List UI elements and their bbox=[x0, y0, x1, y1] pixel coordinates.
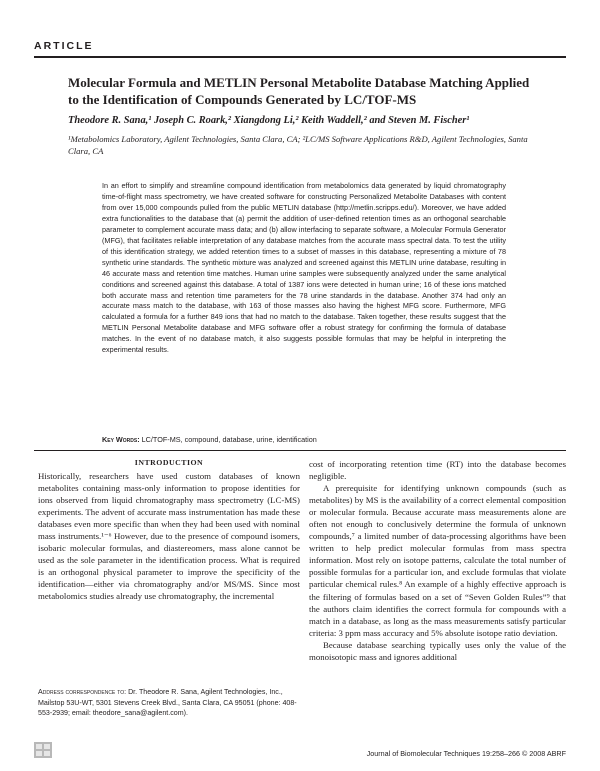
abstract-divider bbox=[34, 450, 566, 451]
affiliations: ¹Metabolomics Laboratory, Agilent Technologies, Santa Clara, CA; ²LC/MS Software Applications R&D, Agilent Technologies, Santa Clara, CA bbox=[68, 134, 528, 156]
abstract: In an effort to simplify and streamline compound identification from metabolomics data generated by liquid chromatography time-of-flight mass spectrometry, we have created software for constructing Personalized Metabolite Databases with content from over 15,000 compounds pulled from the public METLIN database (http://metlin.scripps.edu/). Moreover, we have added extra functionalities to the database that (a) permit the addition of user-defined retention times as an orthogonal searchable parameter to complement accurate mass data; and (b) allow interfacing to separate software, a Molecular Formula Generator (MFG), that facilitates reliable interpretation of any database matches from the accurate mass spectral data. To test the utility of this identification strategy, we added retention times to a subset of masses in this database, representing a mixture of 78 synthetic urine standards. The synthetic mixture was analyzed and screened against this METLIN urine database, resulting in 46 accurate mass and retention time matches. Human urine samples were subsequently analyzed under the same analytical conditions and screened against this database. A total of 1387 ions were detected in human urine; 16 of these ions matched both accurate mass and retention time parameters for the 78 urine standards in the database. Another 374 had only an accurate mass match to the database, with 163 of those masses also having the highest MFG score. Furthermore, MFG calculated a formula for a further 849 ions that had no match to the database. Taken together, these results suggest that the METLIN Personal Metabolite database and MFG software offer a robust strategy for confirming the formula of database matches. In the event of no database match, it also suggests possible formulas that may be helpful in interpreting the experimental results. bbox=[102, 181, 506, 355]
introduction-paragraph: Because database searching typically uses only the value of the monoisotopic mass and ignores additional bbox=[309, 639, 566, 662]
correspondence-label: Address correspondence to: bbox=[38, 688, 127, 696]
left-column bbox=[38, 458, 300, 603]
keywords-label: Key Words: bbox=[102, 435, 140, 444]
correspondence-note bbox=[38, 687, 300, 719]
article-title: Molecular Formula and METLIN Personal Metabolite Database Matching Applied to the Identification of Compounds Generated by LC/TOF-MS bbox=[68, 75, 530, 107]
introduction-paragraph: Historically, researchers have used custom databases of known metabolites containing mass-only information to propose identities for ions observed from liquid chromatography mass spectrometry (LC-MS) experiments. The advent of accurate mass instrumentation has made these databases even more specific than when they had been used with nominal mass instruments.¹⁻⁶ However, due to the presence of compound isomers, isobaric molecular formulas, and diastereomers, mass alone cannot be used as the sole parameter in the identification process. What is required is an orthogonal physical parameter to improve the specificity of the identification—either via chromatography and/or MS/MS. Since most metabolomics studies already use chromatography, the incremental bbox=[38, 471, 300, 602]
journal-footer: Journal of Biomolecular Techniques 19:258–266 © 2008 ABRF bbox=[366, 749, 566, 758]
right-column bbox=[309, 458, 566, 663]
introduction-paragraph-continued: cost of incorporating retention time (RT) into the database becomes negligible. bbox=[309, 459, 566, 482]
author-list: Theodore R. Sana,¹ Joseph C. Roark,² Xiangdong Li,² Keith Waddell,² and Steven M. Fischer¹ bbox=[68, 115, 470, 126]
article-label: ARTICLE bbox=[34, 40, 94, 52]
introduction-heading: INTRODUCTION bbox=[134, 458, 204, 467]
abrf-logo bbox=[34, 742, 52, 758]
header-divider bbox=[34, 56, 566, 58]
introduction-paragraph: A prerequisite for identifying unknown compounds (such as metabolites) by MS is the availability of a correct elemental composition or molecular formula. Because accurate mass measurements alone are often not enough to conclusively determine the formula of unknown compounds,⁷ a limited number of data-processing algorithms have been written to help predict molecular formulas from mass spectra information. Most rely on isotope patterns, calculate the total number of possible formulas for a particular ion, and exclude formulas that violate particular chemical rules.⁸ An example of a highly effective approach is the filtering of formulas based on a set of “Seven Golden Rules”⁹ that the authors claim identifies the correct formula for compounds with a match in a database, as long as the mass measurements satisfy particular criteria: 3 ppm mass accuracy and 5% absolute isotope ratio deviation. bbox=[309, 483, 566, 638]
keywords-text: LC/TOF-MS, compound, database, urine, identification bbox=[141, 435, 317, 444]
correspondence-text: Dr. Theodore R. Sana, Agilent Technologies, Inc., Mailstop 53U-WT, 5301 Stevens Creek Blvd., Santa Clara, CA 95051 (phone: 408-553-2939; email: theodore_sana@agilent.com). bbox=[38, 688, 297, 717]
keywords bbox=[102, 435, 506, 444]
